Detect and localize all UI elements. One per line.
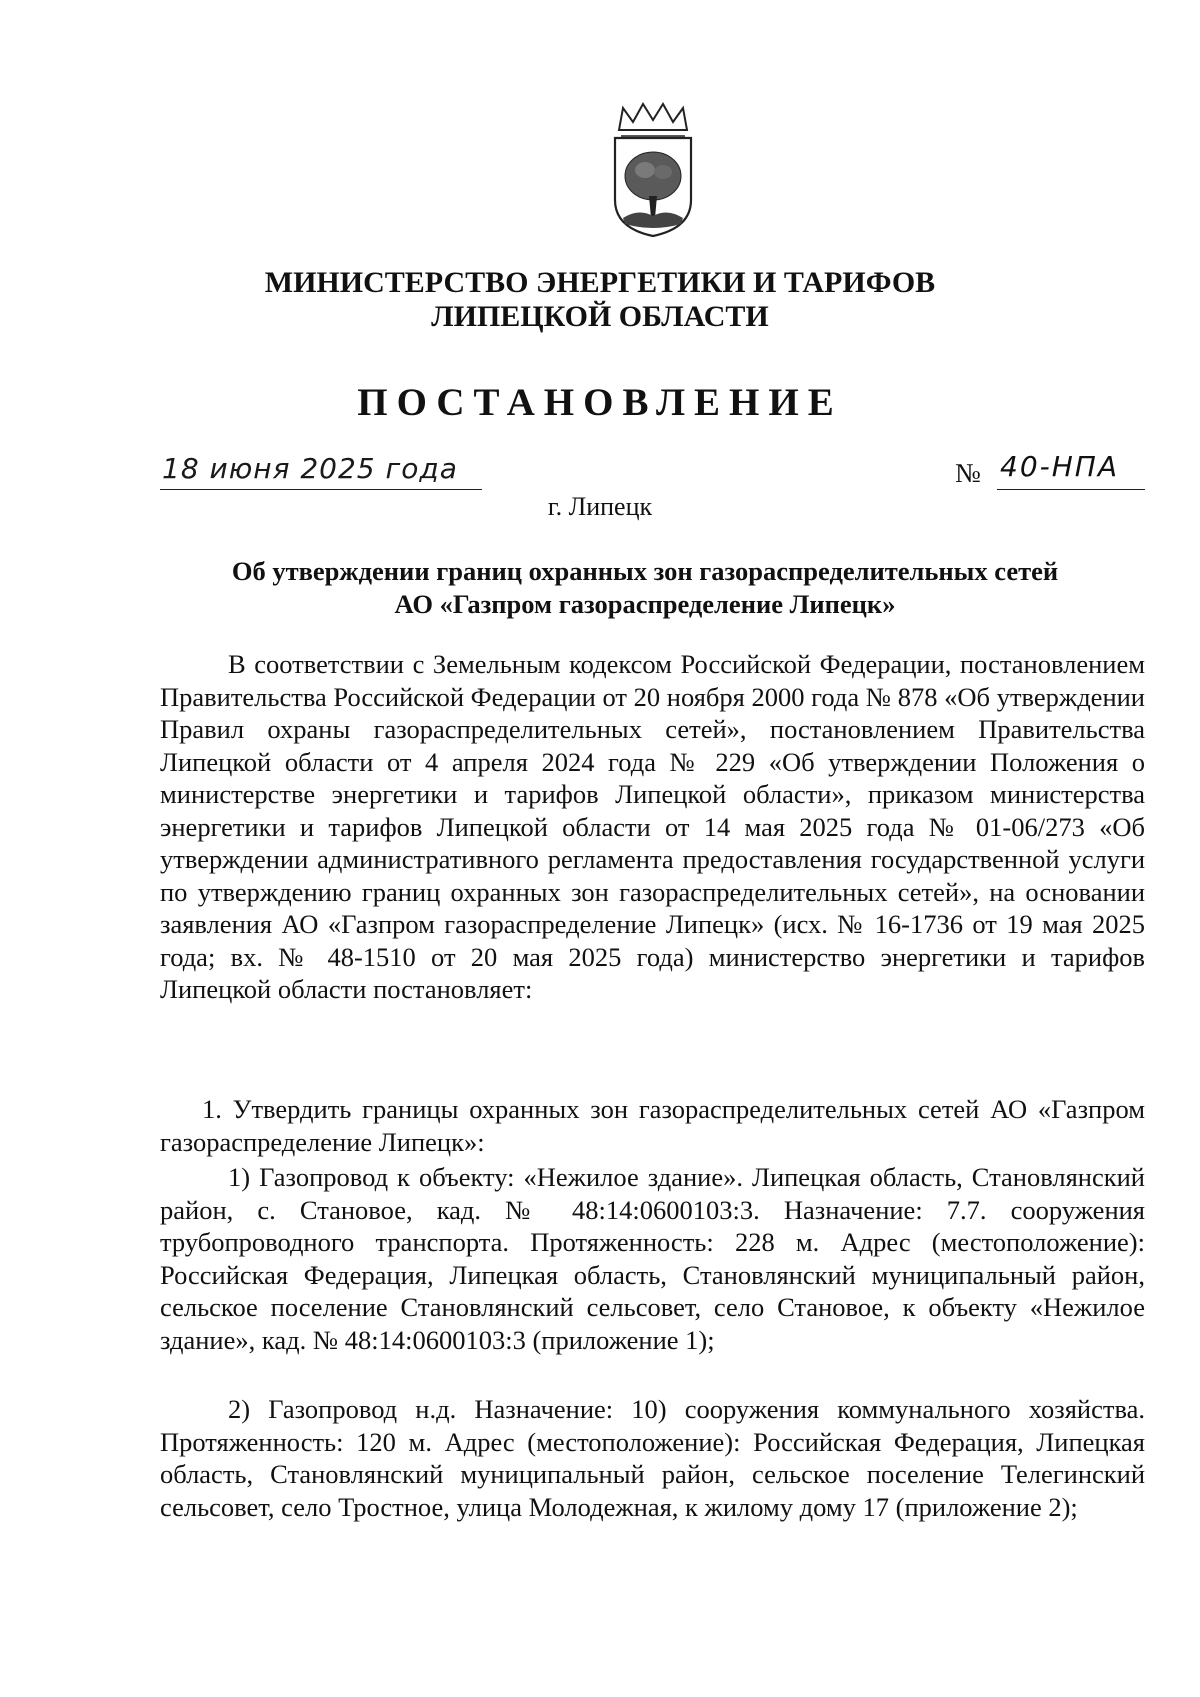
coat-of-arms-icon (609, 100, 697, 240)
number-underline (997, 489, 1145, 490)
item-1-1: 1) Газопровод к объекту: «Нежилое здание». Липецкая область, Становлянский район, с. Становое, кад. № 48:14:0600103:3. Назначение: 7.7. сооружения трубопроводного транспорта. Протяженность: 228 м. Адрес (местоположение): Российская Федерация, Липецкая область, Становлянский муниципальный район, сельское поселение Становлянский сельсовет, село Становое, к объекту «Нежилое здание», кад. № 48:14:0600103:3 (приложение 1); (160, 1162, 1145, 1355)
organization-line-2: ЛИПЕЦКОЙ ОБЛАСТИ (431, 300, 769, 333)
item-1: 1. Утвердить границы охранных зон газораспределительных сетей АО «Газпром газораспределение Липецк»: (160, 1094, 1145, 1157)
title-line-1: Об утверждении границ охранных зон газораспределительных сетей (231, 556, 1059, 586)
date-underline (160, 489, 482, 490)
number-sign: № (955, 458, 981, 488)
document-date: 18 июня 2025 года (162, 452, 458, 485)
item-1-2: 2) Газопровод н.д. Назначение: 10) сооружения коммунального хозяйства. Протяженность: 120 м. Адрес (местоположение): Российская Федерация, Липецкая область, Становлянский муниципальный район, сельское поселение Телегинский сельсовет, село Тростное, улица Молодежная, к жилому дому 17 (приложение 2); (160, 1394, 1145, 1522)
document-number: 40-НПА (1000, 450, 1119, 483)
city: г. Липецк (547, 492, 653, 521)
document-title (170, 555, 1120, 621)
organization-line-1: МИНИСТЕРСТВО ЭНЕРГЕТИКИ И ТАРИФОВ (264, 266, 936, 299)
preamble-paragraph: В соответствии с Земельным кодексом Российской Федерации, постановлением Правительства Российской Федерации от 20 ноября 2000 года № 878 «Об утверждении Правил охраны газораспределительных сетей», постановлением Правительства Липецкой области от 4 апреля 2024 года № 229 «Об утверждении Положения о министерстве энергетики и тарифов Липецкой области», приказом министерства энергетики и тарифов Липецкой области от 14 мая 2025 года № 01-06/273 «Об утверждении административного регламента предоставления государственной услуги по утверждению границ охранных зон газораспределительных сетей», на основании заявления АО «Газпром газораспределение Липецк» (исх. № 16-1736 от 19 мая 2025 года; вх. № 48-1510 от 20 мая 2025 года) министерство энергетики и тарифов Липецкой области постановляет: (160, 649, 1145, 1004)
organization-name (150, 266, 1050, 334)
document-type: ПОСТАНОВЛЕНИЕ (357, 381, 843, 424)
title-line-2: АО «Газпром газораспределение Липецк» (394, 589, 896, 619)
